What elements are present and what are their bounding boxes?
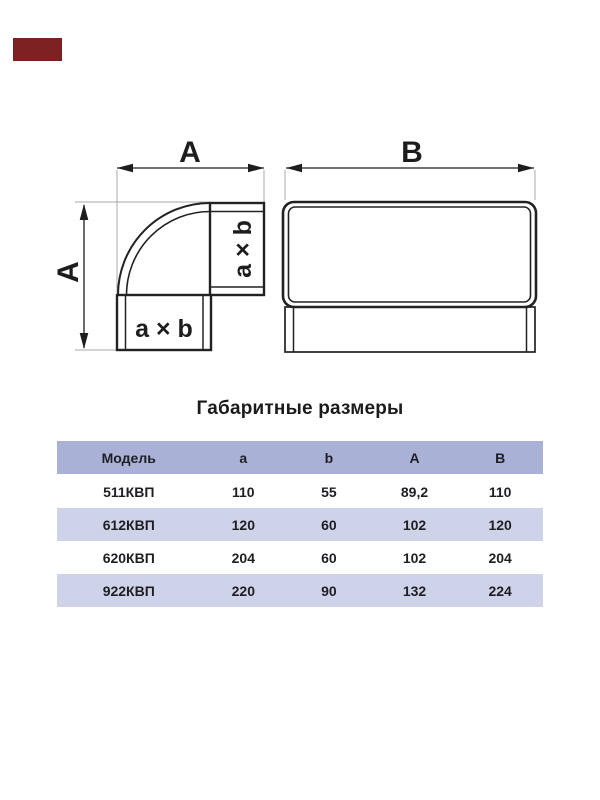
arrowhead-right-icon	[518, 164, 534, 173]
model-cell: 612КВП	[102, 516, 155, 533]
arrowhead-left-icon	[286, 164, 302, 173]
column-header-a: a	[201, 441, 287, 475]
brand-logo-rect	[13, 38, 62, 61]
table-cell: 110	[488, 484, 512, 500]
dim-label-a-vertical: A	[52, 261, 85, 283]
model-cell: 922КВП	[102, 582, 155, 599]
column-header-B: B	[457, 441, 543, 475]
column-header-A: A	[372, 441, 458, 475]
arrowhead-up-icon	[80, 204, 89, 220]
table-cell: 110	[232, 484, 255, 500]
duct-side-view	[283, 136, 536, 352]
extension-lines-right	[285, 170, 535, 200]
table-cell: 60	[321, 516, 337, 533]
duct-flange	[285, 307, 535, 352]
model-cell: 620КВП	[102, 549, 155, 566]
table-cell: 120	[231, 516, 255, 533]
table-cell: 102	[402, 549, 427, 566]
arrowhead-down-icon	[80, 333, 89, 349]
elbow-outer-arc	[118, 203, 210, 295]
dim-label-a-horizontal: A	[179, 136, 201, 169]
table-cell: 89,2	[400, 484, 429, 500]
table-row	[57, 475, 543, 508]
column-header-model: Модель	[57, 441, 201, 475]
socket-bottom-label: a × b	[135, 315, 193, 343]
table-row	[57, 541, 543, 574]
arrowhead-left-icon	[117, 164, 133, 173]
table-row	[57, 574, 543, 607]
brand-logo	[13, 38, 62, 61]
elbow-front-view	[52, 136, 264, 350]
table-cell: 120	[488, 516, 512, 533]
table-row	[57, 508, 543, 541]
dimensions-table	[57, 441, 543, 607]
dimension-drawings	[0, 120, 600, 390]
table-cell: 55	[321, 484, 337, 500]
socket-side-label: a × b	[229, 220, 257, 278]
section-title: Габаритные размеры	[196, 398, 404, 419]
table-header-row	[57, 441, 543, 475]
model-cell: 511КВП	[103, 484, 155, 500]
duct-body-outer	[283, 202, 536, 307]
elbow-inner-arc	[127, 212, 211, 296]
dim-label-b-horizontal: B	[401, 136, 423, 169]
arrowhead-right-icon	[248, 164, 264, 173]
table-cell: 102	[402, 516, 427, 533]
column-header-b: b	[286, 441, 372, 475]
table-cell: 204	[231, 549, 255, 566]
table-cell: 132	[402, 582, 427, 599]
table-cell: 90	[321, 582, 337, 599]
table-cell: 204	[488, 549, 512, 566]
table-cell: 60	[321, 549, 337, 566]
table-cell: 220	[231, 582, 255, 599]
table-cell: 224	[488, 582, 512, 599]
